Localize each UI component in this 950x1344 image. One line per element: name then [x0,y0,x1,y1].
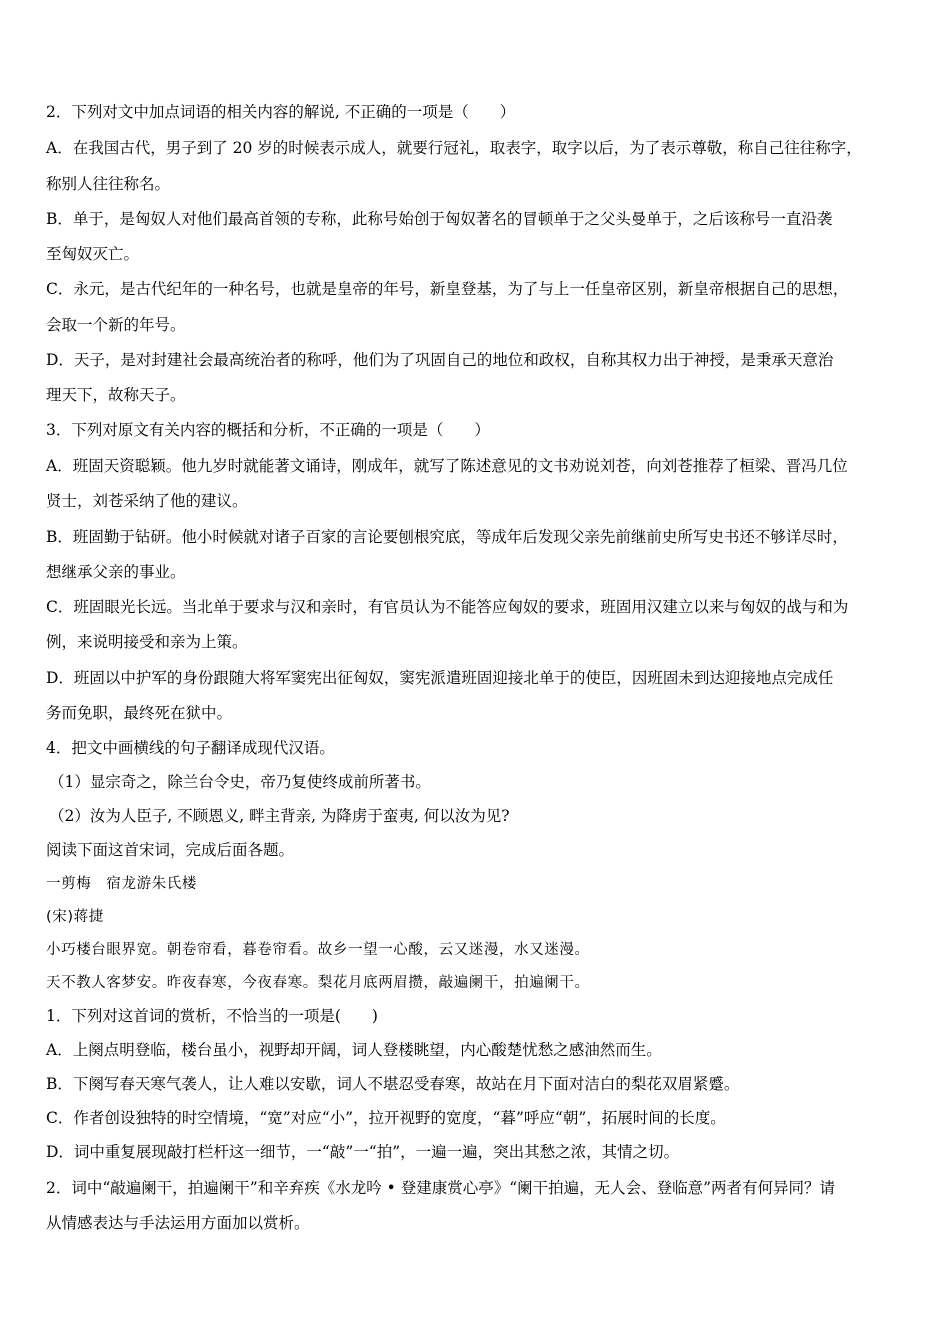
poem-q1-option-d: D．词中重复展现敲打栏杆这一细节，一“敲”一“拍”，一遍一遍，突出其愁之浓，其情之切。 [46,1143,680,1161]
q3-option-a: A．班固天资聪颖。他九岁时就能著文诵诗，刚成年，就写了陈述意见的文书劝说刘苍，向刘苍推荐了桓梁、晋冯几位 [46,457,848,475]
q2-option-a-cont: 称别人往往称名。 [46,175,171,193]
poem-stanza-2: 天不教人客梦安。昨夜春寒，今夜春寒。梨花月底两眉攒，敲遍阑干，拍遍阑干。 [46,975,590,991]
poem-q1-option-b: B．下阕写春天寒气袭人，让人难以安歇，词人不堪忍受春寒，故站在月下面对洁白的梨花双眉紧蹙。 [46,1075,740,1093]
q2-stem: 2．下列对文中加点词语的相关内容的解说, 不正确的一项是（ ） [46,103,516,121]
q3-option-b: B．班固勤于钻研。他小时候就对诸子百家的言论要刨根究底，等成年后发现父亲先前继前史所写史书还不够详尽时， [46,528,848,546]
q3-option-d-cont: 务而免职，最终死在狱中。 [46,704,233,722]
q2-option-c-cont: 会取一个新的年号。 [46,316,186,334]
poem-q1-stem: 1．下列对这首词的赏析，不恰当的一项是( ) [46,1007,378,1025]
q3-option-b-cont: 想继承父亲的事业。 [46,563,186,581]
q3-option-d: D．班固以中护军的身份跟随大将军窦宪出征匈奴，窦宪派遣班固迎接北单于的使臣，因班固未到达迎接地点完成任 [46,669,834,687]
poem-section-intro: 阅读下面这首宋词，完成后面各题。 [46,841,295,859]
q2-option-d: D．天子，是对封建社会最高统治者的称呼，他们为了巩固自己的地位和政权，自称其权力出于神授，是秉承天意治 [46,351,834,369]
q3-option-c-cont: 例，来说明接受和亲为上策。 [46,633,248,651]
q3-option-a-cont: 贤士，刘苍采纳了他的建议。 [46,492,248,510]
q2-option-c: C．永元，是古代纪年的一种名号，也就是皇帝的年号，新皇登基，为了与上一任皇帝区别，新皇帝根据自己的思想， [46,280,849,298]
poem-stanza-1: 小巧楼台眼界宽。朝卷帘看，暮卷帘看。故乡一望一心酸，云又迷漫，水又迷漫。 [46,942,590,958]
q2-option-a: A．在我国古代，男子到了 20 岁的时候表示成人，就要行冠礼，取表字，取字以后，为了表示尊敬，称自己往往称字， [46,139,862,157]
q3-stem: 3．下列对原文有关内容的概括和分析，不正确的一项是（ ） [46,421,490,439]
poem-q2-stem-cont: 从情感表达与手法运用方面加以赏析。 [46,1214,310,1232]
q2-option-d-cont: 理天下，故称天子。 [46,386,186,404]
q2-option-b-cont: 至匈奴灭亡。 [46,245,140,263]
q4-sentence-1: （1）显宗奇之，除兰台令史，帝乃复使终成前所著书。 [49,773,431,791]
poem-author: (宋)蒋捷 [46,909,104,925]
q4-sentence-2: （2）汝为人臣子, 不顾恩义, 畔主背亲, 为降虏于蛮夷, 何以汝为见? [49,807,510,825]
q2-option-b: B．单于，是匈奴人对他们最高首领的专称，此称号始创于匈奴著名的冒顿单于之父头曼单于，之后该称号一直沿袭 [46,210,833,228]
poem-q2-stem: 2．词中“敲遍阑干，拍遍阑干”和辛弃疾《水龙吟 • 登建康赏心亭》“阑干拍遍，无人会、登临意”两者有何异同？请 [46,1179,836,1197]
q4-stem: 4．把文中画横线的句子翻译成现代汉语。 [46,739,335,757]
q3-option-c: C．班固眼光长远。当北单于要求与汉和亲时，有官员认为不能答应匈奴的要求，班固用汉建立以来与匈奴的战与和为 [46,598,849,616]
poem-q1-option-c: C．作者创设独特的时空情境，“宽”对应“小”，拉开视野的宽度，“暮”呼应“朝”，拓展时间的长度。 [46,1109,726,1127]
poem-title: 一剪梅 宿龙游朱氏楼 [46,876,197,892]
poem-q1-option-a: A．上阕点明登临，楼台虽小，视野却开阔，词人登楼眺望，内心酸楚忧愁之感油然而生。 [46,1041,662,1059]
